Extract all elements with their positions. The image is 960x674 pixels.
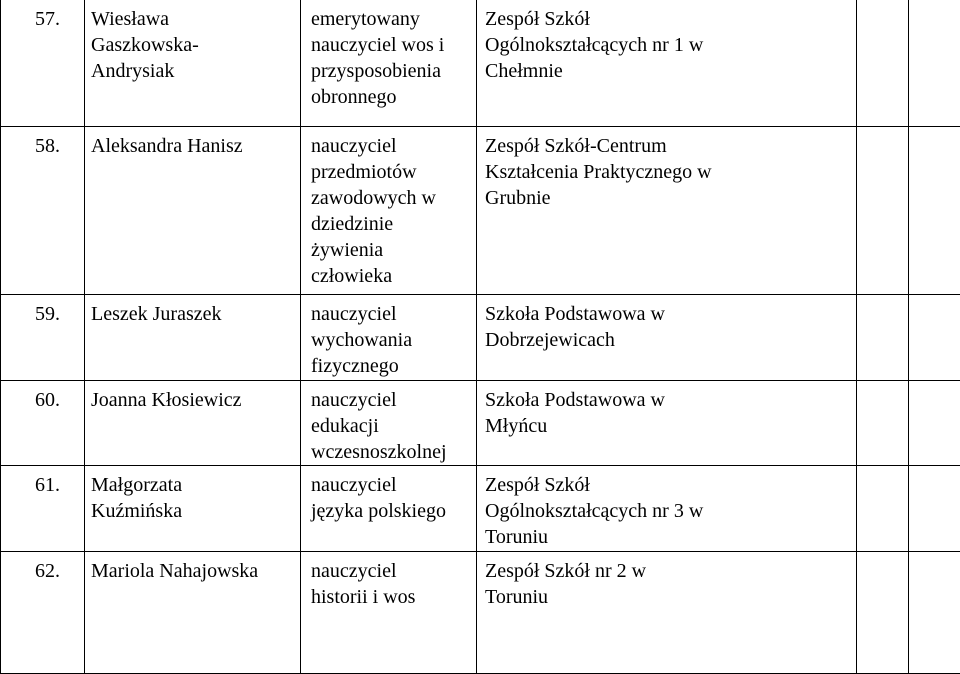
person-position: nauczyciel wychowania fizycznego (301, 295, 476, 379)
name-cell (85, 294, 301, 380)
person-name: Wiesława Gaszkowska- Andrysiak (85, 0, 300, 84)
empty-cell (857, 380, 909, 465)
school-cell (477, 126, 857, 294)
school-cell (477, 551, 857, 673)
school-name: Zespół Szkół nr 2 w Toruniu (477, 552, 856, 610)
school-cell (477, 294, 857, 380)
table-row (1, 465, 960, 551)
name-cell (85, 551, 301, 673)
person-position: nauczyciel przedmiotów zawodowych w dziedzinie żywienia człowieka (301, 127, 476, 289)
school-cell (477, 0, 857, 126)
position-cell (301, 551, 477, 673)
empty-cell (857, 126, 909, 294)
empty-cell (857, 0, 909, 126)
empty-cell (857, 465, 909, 551)
row-number: 62. (1, 552, 84, 584)
empty-cell (909, 126, 960, 294)
table-row (1, 0, 960, 126)
school-cell (477, 465, 857, 551)
row-number-cell (1, 294, 85, 380)
row-number-cell (1, 126, 85, 294)
row-number-cell (1, 0, 85, 126)
empty-cell (857, 294, 909, 380)
person-position: nauczyciel języka polskiego (301, 466, 476, 524)
person-name: Małgorzata Kuźmińska (85, 466, 300, 524)
school-name: Zespół Szkół Ogólnokształcących nr 3 w Toruniu (477, 466, 856, 550)
row-number-cell (1, 465, 85, 551)
position-cell (301, 0, 477, 126)
empty-cell (909, 294, 960, 380)
name-cell (85, 465, 301, 551)
table-row (1, 551, 960, 673)
row-number: 61. (1, 466, 84, 498)
empty-cell (909, 465, 960, 551)
table-row (1, 126, 960, 294)
person-name: Aleksandra Hanisz (85, 127, 300, 159)
row-number: 60. (1, 381, 84, 413)
empty-cell (909, 0, 960, 126)
name-cell (85, 126, 301, 294)
school-name: Szkoła Podstawowa w Dobrzejewicach (477, 295, 856, 353)
name-cell (85, 380, 301, 465)
empty-cell (909, 551, 960, 673)
school-name: Szkoła Podstawowa w Młyńcu (477, 381, 856, 439)
person-name: Joanna Kłosiewicz (85, 381, 300, 413)
table-row (1, 380, 960, 465)
table-row (1, 294, 960, 380)
school-cell (477, 380, 857, 465)
row-number-cell (1, 551, 85, 673)
row-number: 58. (1, 127, 84, 159)
row-number-cell (1, 380, 85, 465)
name-cell (85, 0, 301, 126)
person-position: nauczyciel edukacji wczesnoszkolnej (301, 381, 476, 465)
school-name: Zespół Szkół-Centrum Kształcenia Praktycznego w Grubnie (477, 127, 856, 211)
school-name: Zespół Szkół Ogólnokształcących nr 1 w Chełmnie (477, 0, 856, 84)
position-cell (301, 465, 477, 551)
row-number: 59. (1, 295, 84, 327)
position-cell (301, 126, 477, 294)
person-position: emerytowany nauczyciel wos i przysposobienia obronnego (301, 0, 476, 110)
person-name: Leszek Juraszek (85, 295, 300, 327)
empty-cell (909, 380, 960, 465)
position-cell (301, 380, 477, 465)
row-number: 57. (1, 0, 84, 32)
empty-cell (857, 551, 909, 673)
person-position: nauczyciel historii i wos (301, 552, 476, 610)
position-cell (301, 294, 477, 380)
person-name: Mariola Nahajowska (85, 552, 300, 584)
